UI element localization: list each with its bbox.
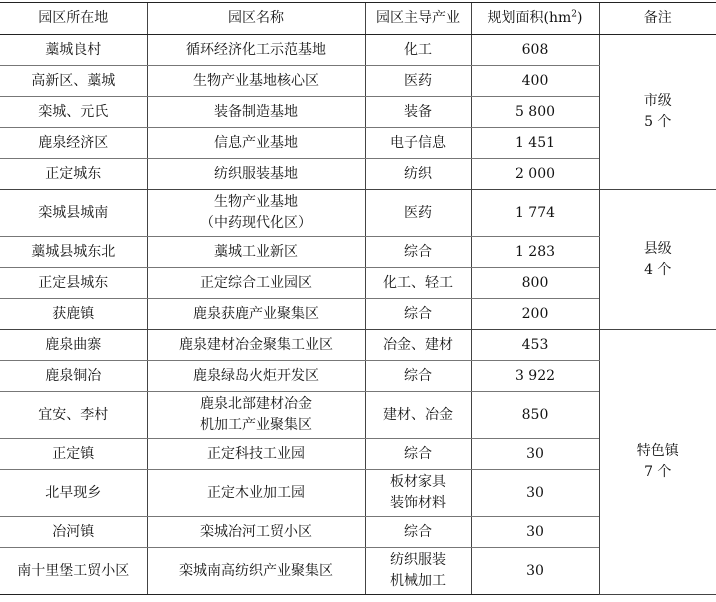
area-cell: 30 (471, 548, 599, 595)
table-body (0, 35, 716, 595)
park-name-cell: 循环经济化工示范基地 (147, 35, 365, 66)
park-name-cell: 正定科技工业园 (147, 439, 365, 470)
header-industry: 园区主导产业 (365, 3, 471, 35)
table-row (0, 190, 716, 237)
industry-cell: 医药 (365, 190, 471, 237)
industry-cell: 综合 (365, 439, 471, 470)
industry-cell: 医药 (365, 66, 471, 97)
header-area-close: ) (577, 10, 583, 26)
industry-cell: 电子信息 (365, 128, 471, 159)
area-cell: 30 (471, 517, 599, 548)
area-cell: 800 (471, 268, 599, 299)
area-cell: 3 922 (471, 361, 599, 392)
park-name-cell: 纺织服装基地 (147, 159, 365, 190)
park-name-cell: 正定综合工业园区 (147, 268, 365, 299)
location-cell: 宜安、李村 (0, 392, 147, 439)
area-cell: 5 800 (471, 97, 599, 128)
area-cell: 1 283 (471, 237, 599, 268)
industry-cell: 综合 (365, 237, 471, 268)
group-note-cell (599, 35, 716, 190)
park-name-cell-line: （中药现代化区） (200, 215, 312, 231)
park-name-cell: 藁城工业新区 (147, 237, 365, 268)
industry-cell-line: 纺织服装 (390, 552, 446, 568)
industry-cell: 综合 (365, 517, 471, 548)
industry-cell-line: 机械加工 (390, 573, 446, 589)
group-level: 特色镇 (636, 443, 679, 459)
location-cell: 藁城县城东北 (0, 237, 147, 268)
area-cell: 30 (471, 439, 599, 470)
industry-cell (365, 548, 471, 595)
location-cell: 鹿泉经济区 (0, 128, 147, 159)
header-area-sup: 2 (571, 9, 578, 20)
area-cell: 2 000 (471, 159, 599, 190)
area-cell: 200 (471, 299, 599, 330)
area-cell: 30 (471, 470, 599, 517)
location-cell: 栾城、元氏 (0, 97, 147, 128)
area-cell: 400 (471, 66, 599, 97)
header-row (0, 3, 716, 35)
location-cell: 正定镇 (0, 439, 147, 470)
header-area (471, 3, 599, 35)
park-name-cell-line: 机加工产业聚集区 (200, 417, 312, 433)
industry-cell-line: 板材家具 (390, 474, 446, 490)
location-cell: 冶河镇 (0, 517, 147, 548)
group-note-cell (599, 330, 716, 595)
area-cell: 608 (471, 35, 599, 66)
location-cell: 北早现乡 (0, 470, 147, 517)
industry-cell-line: 装饰材料 (390, 495, 446, 511)
group-level: 市级 (643, 93, 672, 109)
location-cell: 正定城东 (0, 159, 147, 190)
location-cell: 藁城良村 (0, 35, 147, 66)
header-note: 备注 (599, 3, 716, 35)
industry-cell: 建材、冶金 (365, 392, 471, 439)
table-row (0, 330, 716, 361)
table-header (0, 3, 716, 35)
industry-cell: 综合 (365, 361, 471, 392)
location-cell: 获鹿镇 (0, 299, 147, 330)
park-name-cell: 鹿泉建材冶金聚集工业区 (147, 330, 365, 361)
park-name-cell-line: 生物产业基地 (214, 194, 298, 210)
group-count: 7 个 (644, 464, 672, 480)
table-row (0, 35, 716, 66)
area-cell: 1 774 (471, 190, 599, 237)
industrial-parks-table (0, 2, 716, 595)
area-cell: 850 (471, 392, 599, 439)
location-cell: 栾城县城南 (0, 190, 147, 237)
park-name-cell: 正定木业加工园 (147, 470, 365, 517)
industry-cell: 纺织 (365, 159, 471, 190)
industry-cell: 冶金、建材 (365, 330, 471, 361)
industry-cell: 化工 (365, 35, 471, 66)
park-name-cell: 装备制造基地 (147, 97, 365, 128)
industry-cell: 综合 (365, 299, 471, 330)
group-note-cell (599, 190, 716, 330)
park-name-cell: 鹿泉获鹿产业聚集区 (147, 299, 365, 330)
industry-cell (365, 470, 471, 517)
park-name-cell (147, 392, 365, 439)
park-name-cell: 鹿泉绿岛火炬开发区 (147, 361, 365, 392)
group-count: 5 个 (644, 114, 672, 130)
industry-cell: 装备 (365, 97, 471, 128)
header-name: 园区名称 (147, 3, 365, 35)
group-level: 县级 (643, 240, 672, 257)
location-cell: 鹿泉曲寨 (0, 330, 147, 361)
park-name-cell: 信息产业基地 (147, 128, 365, 159)
group-count: 4 个 (644, 261, 672, 278)
location-cell: 正定县城东 (0, 268, 147, 299)
area-cell: 453 (471, 330, 599, 361)
location-cell: 鹿泉铜冶 (0, 361, 147, 392)
industry-cell: 化工、轻工 (365, 268, 471, 299)
location-cell: 高新区、藁城 (0, 66, 147, 97)
park-name-cell: 栾城冶河工贸小区 (147, 517, 365, 548)
header-area-label: 规划面积(hm (487, 10, 572, 26)
header-location: 园区所在地 (0, 3, 147, 35)
park-name-cell (147, 190, 365, 237)
park-name-cell: 生物产业基地核心区 (147, 66, 365, 97)
location-cell: 南十里堡工贸小区 (0, 548, 147, 595)
park-name-cell-line: 鹿泉北部建材冶金 (200, 396, 312, 412)
area-cell: 1 451 (471, 128, 599, 159)
park-name-cell: 栾城南高纺织产业聚集区 (147, 548, 365, 595)
